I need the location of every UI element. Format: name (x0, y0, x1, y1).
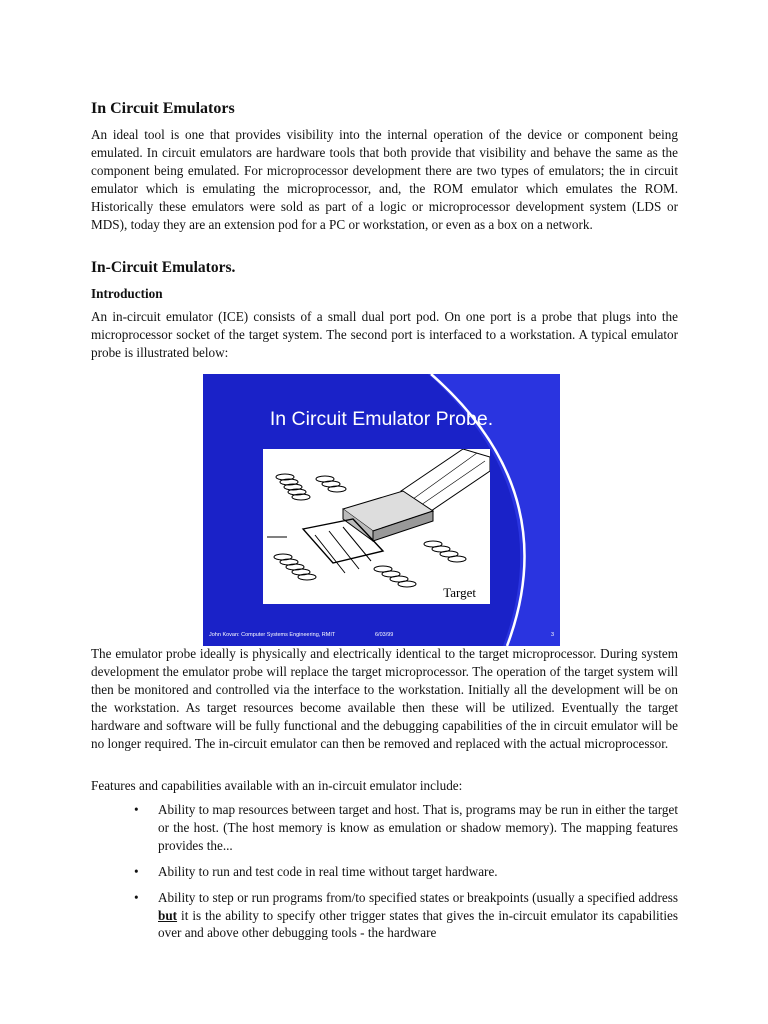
target-label: Target (443, 585, 476, 600)
emphasis-but: but (158, 907, 178, 923)
list-item (134, 801, 678, 855)
features-intro: Features and capabilities available with an in-circuit emulator include: (91, 778, 463, 793)
emulator-probe-slide (203, 374, 560, 646)
slide-title: In Circuit Emulator Probe. (269, 408, 494, 430)
feature-text: Ability to map resources between target and host. That is, programs may be run in either the target or the host. (The host memory is know as emulation or shadow memory). The mapping features provides the... (158, 802, 678, 853)
body-paragraph: The emulator probe ideally is physically and electrically identical to the target microprocessor. During system development the emulator probe will replace the target microprocessor. The operation of the target system will then be monitored and controlled via the interface to the workstation. Initially all the development will be on the workstation. As target resources become available then these will be utilized. Eventually the target hardware and software will be fully functional and the debugging capabilities of the in circuit emulator will be no longer required. The in-circuit emulator can then be removed and replaced with the actual microprocessor. (91, 646, 678, 751)
features-list (134, 801, 678, 950)
section-paragraph: An ideal tool is one that provides visibility into the internal operation of the device or component being emulated. In circuit emulators are hardware tools that both provide that visibility and behave the same as the component being emulated. For microprocessor development there are two types of emulators; the in circuit emulator which is emulating the microprocessor, and, the ROM emulator which emulates the ROM. Historically these emulators were sold as part of a logic or microprocessor development system (LDS or MDS), today they are an extension pod for a PC or workstation, or even as a box on a network. (91, 127, 678, 232)
list-item (134, 889, 678, 943)
introduction-heading: Introduction (91, 286, 163, 301)
slide-footer-page: 3 (551, 632, 555, 638)
subsection-title: In-Circuit Emulators. (91, 259, 236, 276)
slide-footer-author: John Kovan: Computer Systems Engineering, RMIT (209, 632, 336, 638)
introduction-paragraph: An in-circuit emulator (ICE) consists of a small dual port pod. On one port is a probe that plugs into the microprocessor socket of the target system. The second port is interfaced to a workstation. A typical emulator probe is illustrated below: (91, 309, 678, 360)
bullet-icon: • (134, 889, 139, 905)
probe-illustration (263, 449, 490, 604)
feature-text: Ability to run and test code in real time without target hardware. (158, 863, 498, 879)
section-title: In Circuit Emulators (91, 100, 235, 117)
feature-text-start: Ability to step or run programs from/to specified states or breakpoints (usually a specified address (158, 889, 678, 905)
feature-text-end: it is the ability to specify other trigger states that gives the in-circuit emulator its capabilities over and above other debugging tools - the hardware (158, 907, 678, 941)
bullet-icon: • (134, 863, 139, 879)
slide-footer-date: 6/03/99 (375, 632, 394, 638)
slide-footer (209, 632, 555, 638)
probe-diagram (263, 449, 490, 604)
bullet-icon: • (134, 802, 139, 817)
list-item (134, 863, 678, 881)
